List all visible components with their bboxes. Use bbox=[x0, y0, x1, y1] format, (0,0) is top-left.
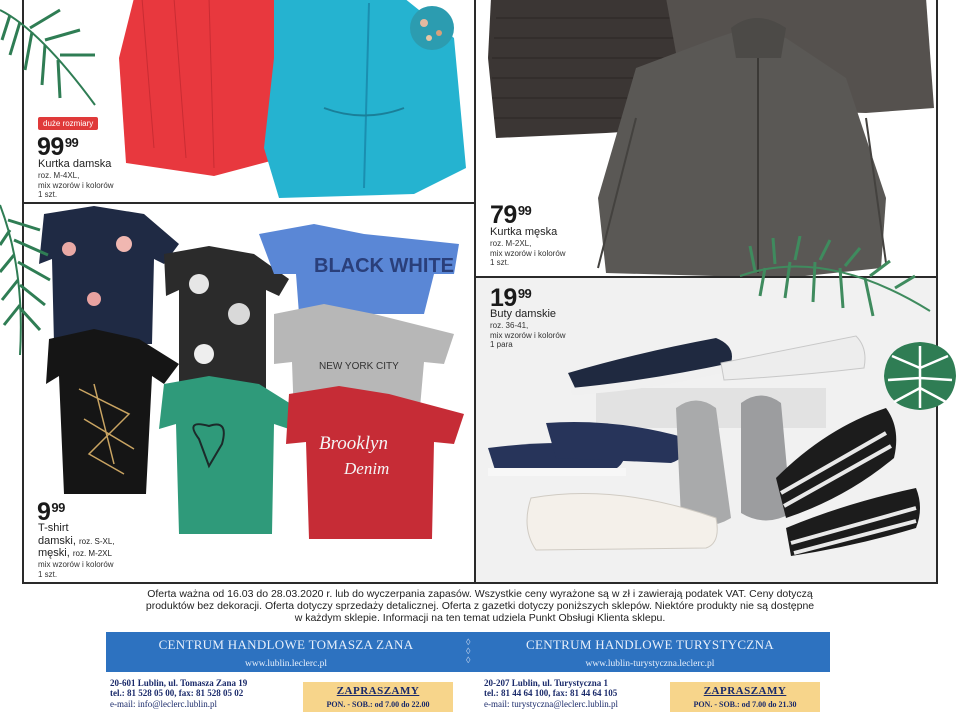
store-details-left: 20-601 Lublin, ul. Tomasza Zana 19 tel.: 81 528 05 00, fax: 81 528 05 02 e-mail: info@leclerc.lublin.pl bbox=[110, 678, 248, 709]
store-banner-left bbox=[106, 632, 466, 672]
offer-disclaimer: Oferta ważna od 16.03 do 28.03.2020 r. lub do wyczerpania zapasów. Wszystkie ceny wyrażone są w zł i zawierają podatek VAT. Ceny dotyczą produktów bez dekoracji. Oferta dotyczy sprzedaży detalicznej. Oferta z gazetki dotyczy poniższych sklepów. Niektóre produkty nie są dostępne w każdym sklepie. Informacji na ten temat udziela Punkt Obsługi Klienta sklepu. bbox=[145, 588, 815, 625]
monstera-leaf-decoration bbox=[880, 338, 960, 414]
print-red-tshirt-1: Brooklyn bbox=[319, 433, 388, 454]
palm-leaf-top-left-decoration bbox=[0, 0, 100, 110]
price-men-jacket: $79^{99}$ bbox=[490, 201, 532, 229]
desc-men-jacket: roz. M-2XL, mix wzorów i kolorów 1 szt. bbox=[490, 239, 566, 268]
name-men-jacket: Kurtka męska bbox=[490, 226, 558, 238]
panel-tshirts bbox=[22, 202, 476, 584]
price-women-jacket: $99^{99}$ bbox=[37, 133, 79, 161]
name-tshirt: T-shirt damski, roz. S-XL, męski, roz. M-2XL bbox=[38, 522, 115, 560]
print-red-tshirt-2: Denim bbox=[344, 459, 390, 478]
store-url-right[interactable]: www.lublin-turystyczna.leclerc.pl bbox=[585, 659, 715, 669]
desc-tshirt: mix wzorów i kolorów 1 szt. bbox=[38, 560, 114, 579]
store-email-left[interactable]: e-mail: info@leclerc.lublin.pl bbox=[110, 698, 218, 709]
store-banner bbox=[106, 632, 830, 672]
badge-large-sizes: duże rozmiary bbox=[38, 117, 98, 130]
shoes-photo bbox=[476, 318, 936, 584]
invite-box-right: ZAPRASZAMY PON. - SOB.: od 7.00 do 21.30 bbox=[670, 682, 820, 712]
banner-separator-icon: ◊ ◊ ◊ bbox=[466, 637, 471, 665]
print-grey-tshirt: NEW YORK CITY bbox=[319, 361, 399, 372]
palm-leaf-mid-left-decoration bbox=[0, 200, 60, 360]
name-shoes: Buty damskie bbox=[490, 308, 557, 320]
price-shoes: $19^{99}$ bbox=[490, 284, 532, 312]
store-banner-right bbox=[470, 632, 830, 672]
store-url-left[interactable]: www.lublin.leclerc.pl bbox=[245, 659, 327, 669]
store-title-right: CENTRUM HANDLOWE TURYSTYCZNA bbox=[526, 637, 774, 652]
store-details-right: 20-207 Lublin, ul. Turystyczna 1 tel.: 81 44 64 100, fax: 81 44 64 105 e-mail: turystyczna@leclerc.lublin.pl bbox=[484, 678, 618, 709]
invite-box-left: ZAPRASZAMY PON. - SOB.: od 7.00 do 22.00 bbox=[303, 682, 453, 712]
store-title-left: CENTRUM HANDLOWE TOMASZA ZANA bbox=[158, 637, 414, 652]
tshirts-photo bbox=[34, 204, 474, 554]
palm-leaf-right-decoration bbox=[735, 236, 935, 326]
women-jackets-photo bbox=[114, 0, 474, 204]
price-tshirt: $9^{99}$ bbox=[37, 498, 65, 526]
name-women-jacket: Kurtka damska bbox=[38, 158, 112, 170]
desc-shoes: roz. 36-41, mix wzorów i kolorów 1 para bbox=[490, 321, 566, 350]
desc-women-jacket: roz. M-4XL, mix wzorów i kolorów 1 szt. bbox=[38, 171, 114, 200]
print-blue-tshirt: BLACK WHITE bbox=[314, 255, 454, 277]
store-email-right[interactable]: e-mail: turystyczna@leclerc.lublin.pl bbox=[484, 698, 618, 709]
